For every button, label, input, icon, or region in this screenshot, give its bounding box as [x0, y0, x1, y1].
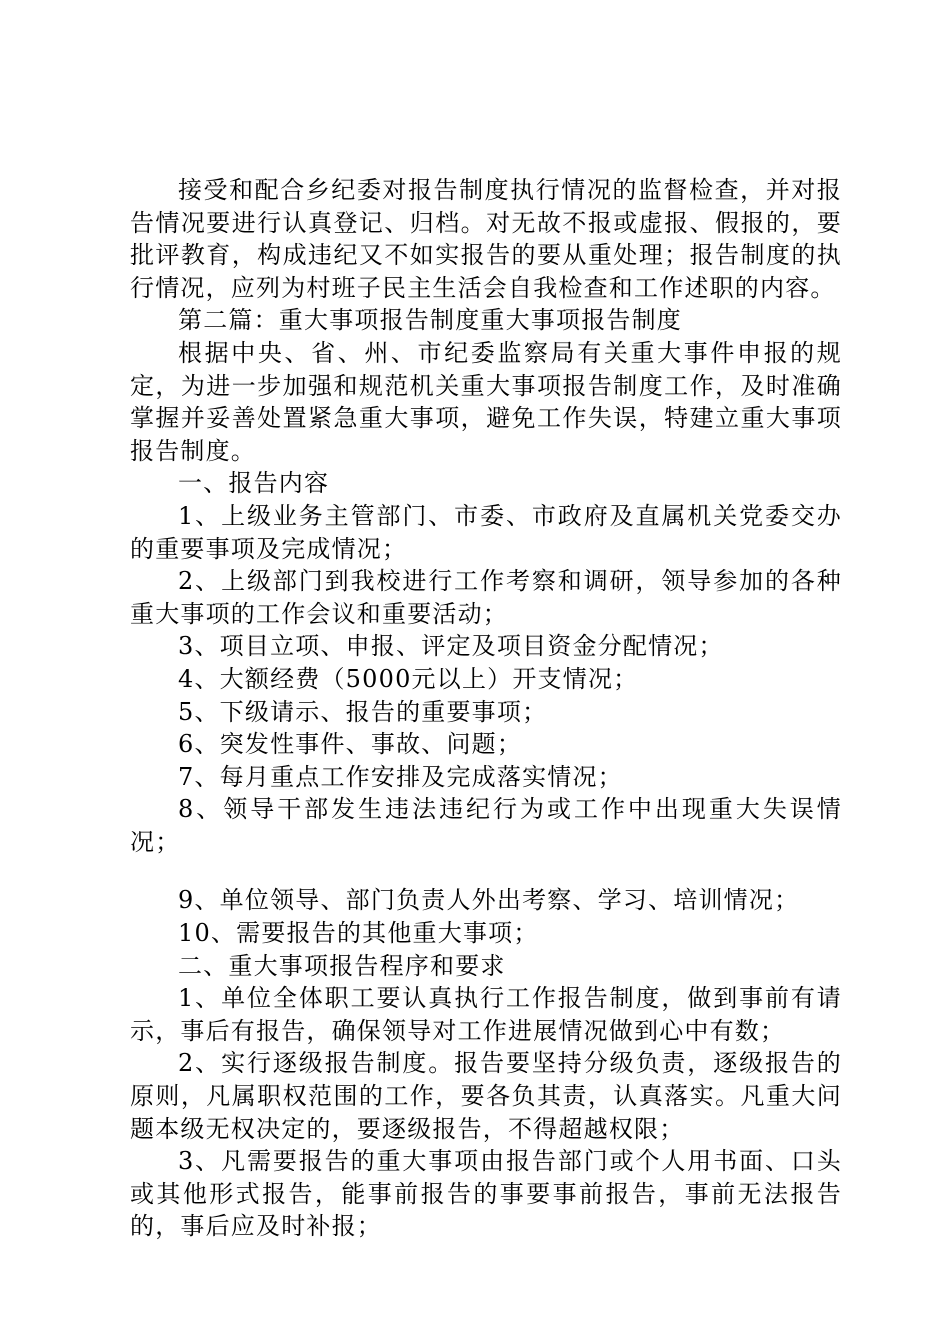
list-item-6: 6、突发性事件、事故、问题；	[178, 730, 523, 759]
procedure-item-1: 1、单位全体职工要认真执行工作报告制度，做到事前有请示，事后有报告，确保领导对工作进展情况做到心中有数；	[130, 984, 842, 1045]
section-title-part-two: 第二篇：重大事项报告制度重大事项报告制度	[178, 306, 682, 335]
list-item-8: 8、领导干部发生违法违纪行为或工作中出现重大失误情况；	[130, 795, 842, 856]
procedure-item-2: 2、实行逐级报告制度。报告要坚持分级负责，逐级报告的原则，凡属职权范围的工作，要各负其责，认真落实。凡重大问题本级无权决定的，要逐级报告，不得超越权限；	[130, 1049, 842, 1143]
heading-procedure: 二、重大事项报告程序和要求	[178, 951, 506, 980]
list-item-10: 10、需要报告的其他重大事项；	[178, 919, 539, 948]
blank-gap	[130, 858, 842, 884]
document-page	[130, 174, 842, 1314]
paragraph-supervision: 接受和配合乡纪委对报告制度执行情况的监督检查，并对报告情况要进行认真登记、归档。对无故不报或虚报、假报的，要批评教育，构成违纪又不如实报告的要从重处理；报告制度的执行情况，应列为村班子民主生活会自我检查和工作述职的内容。	[130, 176, 842, 302]
list-item-9: 9、单位领导、部门负责人外出考察、学习、培训情况；	[178, 886, 800, 915]
list-item-2: 2、上级部门到我校进行工作考察和调研，领导参加的各种重大事项的工作会议和重要活动；	[130, 567, 842, 628]
list-item-3: 3、项目立项、申报、评定及项目资金分配情况；	[178, 632, 724, 661]
list-item-1: 1、上级业务主管部门、市委、市政府及直属机关党委交办的重要事项及完成情况；	[130, 501, 842, 563]
paragraph-purpose: 根据中央、省、州、市纪委监察局有关重大事件申报的规定，为进一步加强和规范机关重大事项报告制度工作，及时准确掌握并妥善处置紧急重大事项，避免工作失误，特建立重大事项报告制度。	[130, 338, 842, 465]
procedure-item-3: 3、凡需要报告的重大事项由报告部门或个人用书面、口头或其他形式报告，能事前报告的事要事前报告，事前无法报告的，事后应及时补报；	[130, 1147, 842, 1241]
list-item-5: 5、下级请示、报告的重要事项；	[178, 697, 548, 726]
list-item-4: 4、大额经费（5000元以上）开支情况；	[178, 664, 639, 693]
heading-report-content: 一、报告内容	[178, 469, 330, 498]
list-item-7: 7、每月重点工作安排及完成落实情况；	[178, 762, 623, 791]
